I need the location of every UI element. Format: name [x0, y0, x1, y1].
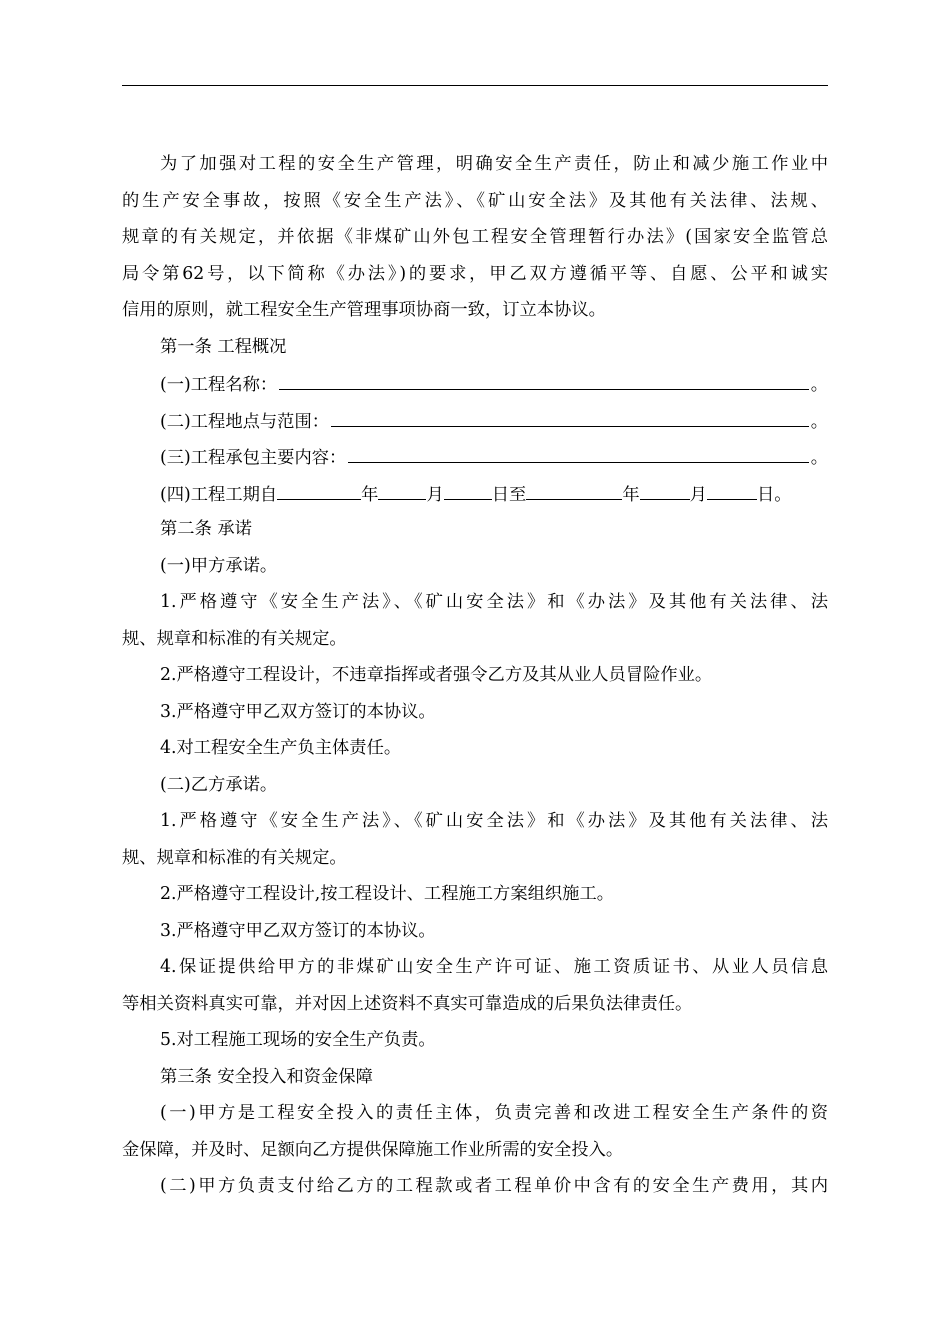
- end-year-blank[interactable]: [526, 475, 622, 500]
- project-place-blank[interactable]: [331, 402, 809, 427]
- party-b-item-3: 3.严格遵守甲乙双方签订的本协议。: [160, 920, 436, 941]
- project-place-row: [122, 402, 828, 439]
- day-to-label: 日至: [491, 484, 527, 505]
- intro-line: 信用的原则，就工程安全生产管理事项协商一致，订立本协议。: [122, 300, 606, 320]
- project-name-label: (一)工程名称：: [160, 375, 278, 395]
- document-body: [122, 146, 828, 1205]
- header-rule: [122, 85, 828, 86]
- article-1-title: 第一条 工程概况: [160, 336, 287, 357]
- project-place-label: (二)工程地点与范围：: [160, 411, 330, 432]
- period-prefix: (四)工程工期自: [160, 484, 278, 505]
- party-a-item-4: 4.对工程安全生产负主体责任。: [160, 738, 402, 758]
- party-b-heading: (二)乙方承诺。: [160, 774, 278, 795]
- project-name-row: [122, 365, 828, 402]
- party-a-item-2: 2.严格遵守工程设计，不违章指挥或者强令乙方及其从业人员冒险作业。: [160, 665, 713, 685]
- intro-line: 的生产安全事故，按照《安全生产法》、《矿山安全法》及其他有关法律、法规、: [122, 190, 828, 211]
- start-day-blank[interactable]: [444, 475, 492, 500]
- start-month-blank[interactable]: [378, 475, 426, 500]
- year-label: 年: [622, 484, 640, 505]
- project-name-blank[interactable]: [279, 365, 809, 390]
- intro-line: 局令第62号，以下简称《办法》)的要求，甲乙双方遵循平等、自愿、公平和诚实: [122, 263, 828, 284]
- article-3-title: 第三条 安全投入和资金保障: [160, 1066, 373, 1087]
- month-label: 月: [689, 484, 707, 505]
- year-label: 年: [361, 484, 379, 505]
- article-3-para-1: (一)甲方是工程安全投入的责任主体，负责完善和改进工程安全生产条件的资: [160, 1103, 828, 1123]
- party-b-item-1: 1.严格遵守《安全生产法》、《矿山安全法》和《办法》及其他有关法律、法: [160, 811, 828, 831]
- party-b-item-5: 5.对工程施工现场的安全生产负责。: [160, 1030, 436, 1050]
- project-content-label: (三)工程承包主要内容：: [160, 448, 347, 468]
- end-mark: 。: [810, 375, 828, 395]
- month-label: 月: [426, 484, 444, 505]
- project-period-row: [122, 475, 828, 512]
- article-2-title: 第二条 承诺: [160, 519, 252, 539]
- end-month-blank[interactable]: [640, 475, 690, 500]
- party-b-item-1-cont: 规、规章和标准的有关规定。: [122, 847, 347, 868]
- start-year-blank[interactable]: [277, 475, 361, 500]
- project-content-row: [122, 438, 828, 475]
- article-3-para-1-cont: 金保障，并及时、足额向乙方提供保障施工作业所需的安全投入。: [122, 1139, 624, 1160]
- party-b-item-4-cont: 等相关资料真实可靠，并对因上述资料不真实可靠造成的后果负法律责任。: [122, 993, 693, 1014]
- project-content-blank[interactable]: [348, 438, 808, 463]
- intro-line: 为了加强对工程的安全生产管理，明确安全生产责任，防止和减少施工作业中: [160, 154, 828, 174]
- party-a-item-3: 3.严格遵守甲乙双方签订的本协议。: [160, 701, 436, 722]
- party-b-item-4: 4.保证提供给甲方的非煤矿山安全生产许可证、施工资质证书、从业人员信息: [160, 957, 828, 977]
- party-b-item-2: 2.严格遵守工程设计,按工程设计、工程施工方案组织施工。: [160, 884, 615, 904]
- end-mark: 。: [810, 411, 828, 432]
- end-mark: 。: [810, 448, 828, 468]
- article-3-para-2: (二)甲方负责支付给乙方的工程款或者工程单价中含有的安全生产费用，其内: [160, 1176, 828, 1196]
- intro-line: 规章的有关规定，并依据《非煤矿山外包工程安全管理暂行办法》(国家安全监管总: [122, 227, 828, 247]
- day-end-label: 日。: [756, 484, 792, 505]
- party-a-item-1: 1.严格遵守《安全生产法》、《矿山安全法》和《办法》及其他有关法律、法: [160, 592, 828, 612]
- end-day-blank[interactable]: [707, 475, 757, 500]
- party-a-heading: (一)甲方承诺。: [160, 555, 278, 576]
- party-a-item-1-cont: 规、规章和标准的有关规定。: [122, 628, 347, 649]
